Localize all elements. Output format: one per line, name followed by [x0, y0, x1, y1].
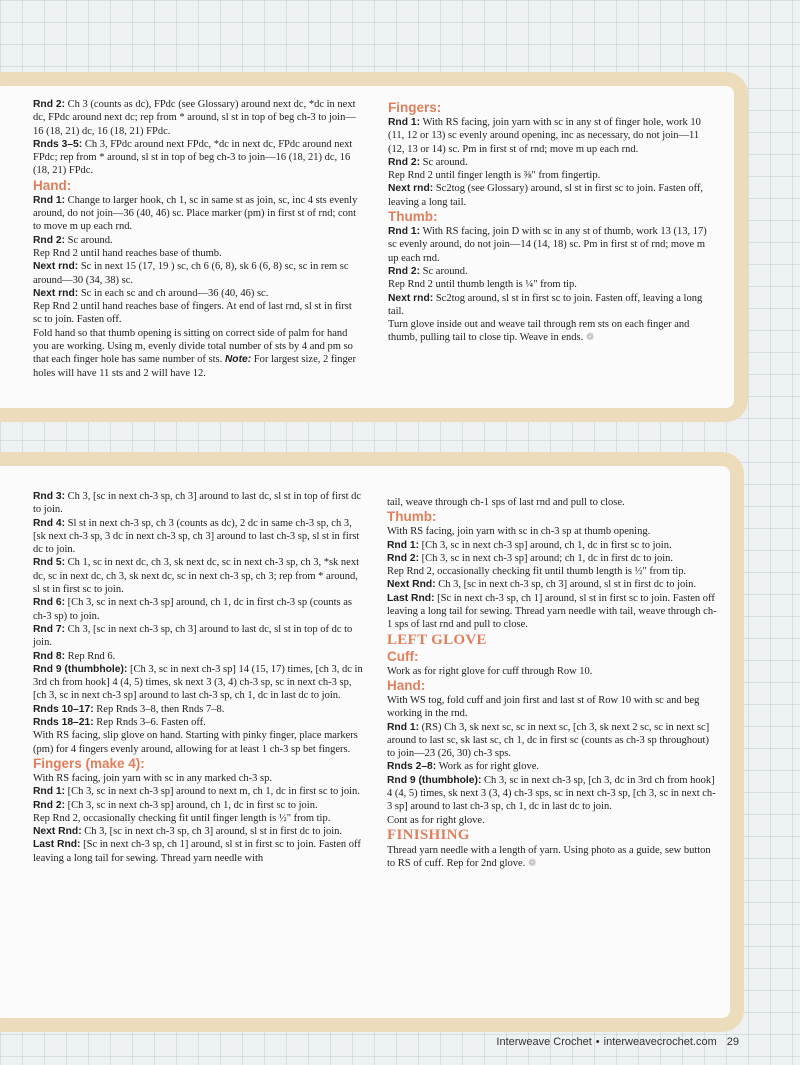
instruction-text: Ch 3, [sc in next ch-3 sp, ch 3] around to last dc, sl st in top of dc to join.	[33, 623, 353, 649]
instruction-line	[33, 247, 363, 260]
instruction-text: With RS facing, join yarn with sc in any st of finger hole, work 10 (11, 12 or 13) sc evenly around opening, inc as necessary, do not join—11 (12, 13 or 14) sc. Pm in first st of rnd; move m up each rnd.	[388, 117, 701, 155]
section-heading: Hand:	[33, 177, 72, 193]
instruction-line	[33, 300, 363, 327]
instruction-text: Sc around.	[420, 265, 468, 277]
section-heading: Fingers (make 4):	[33, 755, 145, 771]
round-label: Rnds 2–8:	[387, 761, 437, 773]
round-label: Rnds 18–21:	[33, 717, 94, 729]
instruction-line	[33, 287, 363, 300]
instruction-text: Rep Rnd 6.	[65, 650, 116, 662]
round-label: Rnd 9 (thumbhole):	[387, 774, 482, 786]
round-label: Rnds 10–17:	[33, 703, 94, 715]
section-heading: Thumb:	[387, 509, 437, 525]
instruction-text: With RS facing, join yarn with sc in ch-3 sp at thumb opening.	[387, 526, 651, 538]
note-label: Note:	[224, 354, 252, 366]
instruction-line	[33, 772, 363, 785]
instruction-line	[387, 496, 719, 509]
instruction-line	[33, 138, 363, 178]
instruction-line	[33, 716, 363, 729]
instruction-text: Sc2tog (see Glossary) around, sl st in first sc to join. Fasten off, leaving a long tail.	[388, 183, 704, 208]
instruction-text: Cont as for right glove.	[387, 814, 485, 826]
instruction-line	[387, 578, 719, 591]
instruction-line	[33, 799, 363, 812]
instruction-line	[388, 156, 718, 169]
instruction-line	[33, 650, 363, 663]
page-footer	[496, 1036, 739, 1048]
instruction-line	[33, 623, 363, 650]
round-label: Last Rnd:	[33, 839, 81, 851]
instruction-text: Ch 3, [sc in next ch-3 sp, ch 3] around, sl st in first dc to join.	[435, 579, 697, 591]
round-label: Rnd 1:	[388, 226, 421, 238]
instruction-line	[388, 278, 718, 291]
instruction-line	[387, 565, 719, 578]
instruction-line	[33, 812, 363, 825]
round-label: Next rnd:	[388, 183, 434, 195]
instruction-line	[387, 721, 719, 761]
round-label: Next rnd:	[33, 261, 79, 273]
instruction-text: Ch 1, sc in next dc, ch 3, sk next dc, sc in next ch-3 sp, ch 3, *sk next dc, sc in next dc, ch 3, sk next dc, sc in next ch-3 sp, ch 3; rep from * around, sl st in first sc to join.	[33, 557, 359, 596]
magazine-name: Interweave Crochet	[496, 1036, 592, 1048]
round-label: Rnd 6:	[33, 597, 66, 609]
instruction-text: Rep Rnd 2 until thumb length is ¼" from tip.	[388, 279, 577, 291]
instruction-text: [Ch 3, sc in next ch-3 sp] around, ch 1, dc in first sc to join.	[419, 539, 672, 551]
round-label: Rnd 2:	[387, 552, 420, 564]
instruction-text: Ch 3, FPdc around next FPdc, *dc in next dc, FPdc around next FPdc; rep from * around, sl st in top of beg ch-3 to join—16 (18, 21) dc, 16 (18, 21) FPdc.	[33, 138, 353, 177]
instruction-line	[33, 327, 363, 380]
instruction-text: Sc in next 15 (17, 19 ) sc, ch 6 (6, 8), sk 6 (6, 8) sc, sc in rem sc around—30 (34, 38) sc.	[33, 261, 349, 286]
instruction-line	[33, 729, 363, 756]
instruction-line	[387, 694, 719, 721]
instruction-line	[33, 785, 363, 798]
round-label: Last Rnd:	[387, 592, 435, 604]
section-heading: Thumb:	[388, 209, 438, 225]
instruction-line	[33, 490, 363, 517]
instruction-text: Sl st in next ch-3 sp, ch 3 (counts as dc), 2 dc in same ch-3 sp, ch 3, [sk next ch-3 sp, 3 dc in next ch-3 sp, ch 3] around to last ch-3 sp, sl st in first dc to join.	[33, 517, 360, 556]
round-label: Rnd 1:	[33, 786, 66, 798]
instruction-text: Rep Rnd 2 until hand reaches base of thumb.	[33, 247, 222, 259]
instruction-line	[388, 265, 718, 278]
round-label: Rnd 2:	[388, 265, 421, 277]
round-label: Rnd 1:	[387, 721, 420, 733]
instruction-text: Ch 3, [sc in next ch-3 sp, ch 3] around to last dc, sl st in top of first dc to join.	[33, 491, 362, 516]
instruction-text: Work as for right glove.	[436, 761, 539, 773]
instruction-line	[33, 838, 363, 865]
round-label: Next rnd:	[33, 287, 79, 299]
instruction-text: For largest size, 2 finger holes will have 11 sts and 2 will have 12.	[33, 354, 356, 379]
instruction-line	[387, 760, 719, 773]
instruction-line	[33, 517, 363, 557]
round-label: Next rnd:	[388, 292, 434, 304]
round-label: Rnd 1:	[33, 194, 66, 206]
instruction-text: Thread yarn needle with a length of yarn. Using photo as a guide, sew button to RS of cuff. Rep for 2nd glove.	[387, 844, 711, 870]
instruction-line	[387, 814, 719, 827]
instruction-text: Change to larger hook, ch 1, sc in same st as join, sc, inc 4 sts evenly around, do not join—36 (40, 46) sc. Place marker (pm) in first st of rnd; cont to move m up each rnd.	[33, 194, 358, 233]
instruction-line	[33, 825, 363, 838]
instruction-line	[388, 182, 718, 209]
instruction-text: Rep Rnds 3–6. Fasten off.	[93, 717, 206, 729]
instruction-text: Sc around.	[420, 156, 468, 168]
instruction-line	[33, 556, 363, 596]
instruction-line	[388, 169, 718, 182]
end-flower-icon: ❁	[527, 858, 537, 870]
round-label: Rnd 1:	[388, 117, 421, 128]
instruction-text: Sc in each sc and ch around—36 (40, 46) sc.	[78, 287, 269, 299]
instruction-text: Turn glove inside out and weave tail through rem sts on each finger and thumb, pulling tail to close tip. Weave in ends.	[388, 319, 690, 344]
instruction-text: Ch 3, sc in next ch-3 sp, [ch 3, dc in 3rd ch from hook] 4 (4, 5) times, sk next 3 (3, 4) ch-3 sps, sc in next ch-3 sp, [ch 3, sc in next ch-3 sp] around to last ch-3 sp, ch 1, dc in last dc to join.	[387, 774, 716, 813]
website-url: interweavecrochet.com	[603, 1036, 717, 1048]
instruction-line	[33, 703, 363, 716]
round-label: Rnd 2:	[33, 799, 66, 811]
instruction-text: Ch 3 (counts as dc), FPdc (see Glossary) around next dc, *dc in next dc, FPdc around next dc; rep from * around, sl st in top of beg ch-3 to join—16 (18, 21) dc, 16 (18, 21) FPdc.	[33, 99, 356, 137]
bottom-right-column	[387, 496, 719, 871]
instruction-text: [Ch 3, sc in next ch-3 sp] around, ch 1, dc in first ch-3 sp (counts as ch-3 sp) to join.	[33, 597, 352, 622]
top-right-column	[388, 100, 718, 345]
instruction-line	[387, 525, 719, 538]
instruction-text: With RS facing, slip glove on hand. Starting with pinky finger, place markers (pm) for 4 fingers evenly around, allowing for at least 1 ch-3 sp bet fingers.	[33, 730, 358, 755]
instruction-line	[388, 116, 718, 156]
instruction-text: Rep Rnd 2, occasionally checking fit until thumb length is ½" from tip.	[387, 566, 687, 578]
round-label: Next Rnd:	[33, 826, 82, 838]
instruction-line	[387, 552, 719, 565]
instruction-line	[387, 844, 719, 871]
round-label: Rnds 3–5:	[33, 138, 83, 150]
instruction-text: Sc around.	[65, 234, 113, 246]
round-label: Rnd 5:	[33, 557, 66, 569]
instruction-text: [Ch 3, sc in next ch-3 sp] around, ch 1, dc in first sc to join.	[65, 799, 318, 811]
section-heading: FINISHING	[387, 826, 470, 843]
instruction-text: Rep Rnds 3–8, then Rnds 7–8.	[93, 703, 225, 715]
instruction-text: [Ch 3, sc in next ch-3 sp] around to next m, ch 1, dc in first sc to join.	[65, 786, 360, 798]
footer-bullet: •	[595, 1036, 600, 1048]
round-label: Rnd 2:	[33, 234, 66, 246]
instruction-text: Sc2tog around, sl st in first sc to join. Fasten off, leaving a long tail.	[388, 292, 703, 317]
instruction-text: Rep Rnd 2 until finger length is ⅜" from fingertip.	[388, 170, 601, 182]
instruction-line	[388, 292, 718, 319]
instruction-text: Rep Rnd 2 until hand reaches base of fingers. At end of last rnd, sl st in first sc to join. Fasten off.	[33, 301, 352, 326]
instruction-text: Work as for right glove for cuff through Row 10.	[387, 665, 593, 677]
round-label: Rnd 7:	[33, 623, 66, 635]
page-number: 29	[726, 1036, 739, 1048]
instruction-text: Fold hand so that thumb opening is sitting on correct side of palm for hand you are working. Using m, evenly divide total number of sts by 4 and pm so that each finger hole has same number of sts.	[33, 327, 353, 366]
instruction-text: [Sc in next ch-3 sp, ch 1] around, sl st in first sc to join. Fasten off leaving a long tail for sewing. Thread yarn needle with tail, weave through ch-1 sps of last rnd and pull to close.	[387, 592, 717, 631]
instruction-line	[33, 98, 363, 138]
instruction-line	[387, 592, 719, 632]
top-left-column	[33, 98, 363, 380]
instruction-text: With RS facing, join D with sc in any st of thumb, work 13 (13, 17) sc evenly around, do not join—14 (14, 18) sc. Pm in first st of rnd; move m up each rnd.	[388, 226, 707, 264]
round-label: Next Rnd:	[387, 579, 436, 591]
instruction-text: [Ch 3, sc in next ch-3 sp] around; ch 1, dc in first dc to join.	[419, 552, 674, 564]
instruction-text: With WS tog, fold cuff and join first and last st of Row 10 with sc and beg working in the rnd.	[387, 694, 700, 720]
instruction-line	[33, 663, 363, 703]
round-label: Rnd 2:	[388, 156, 421, 168]
bottom-left-column	[33, 490, 363, 865]
instruction-line	[388, 225, 718, 265]
section-heading: LEFT GLOVE	[387, 631, 487, 648]
instruction-text: [Ch 3, sc in next ch-3 sp] 14 (15, 17) times, [ch 3, dc in 3rd ch from hook] 4 (4, 5) times, sk next 3 (3, 4) ch-3 sp, sc in next ch-3 sp, [ch 3, sc in next ch-3 sp] around to last ch-3 sp, ch 1, dc in last dc to join.	[33, 663, 363, 702]
instruction-line	[387, 665, 719, 678]
section-heading: Hand:	[387, 677, 426, 693]
section-heading: Fingers:	[388, 100, 442, 115]
instruction-text: Rep Rnd 2, occasionally checking fit until finger length is ½" from tip.	[33, 812, 331, 824]
round-label: Rnd 3:	[33, 491, 66, 502]
instruction-text: Ch 3, [sc in next ch-3 sp, ch 3] around, sl st in first dc to join.	[81, 826, 343, 838]
instruction-text: tail, weave through ch-1 sps of last rnd and pull to close.	[387, 497, 625, 508]
instruction-line	[33, 194, 363, 234]
end-flower-icon: ❁	[585, 332, 595, 344]
round-label: Rnd 9 (thumbhole):	[33, 663, 128, 675]
instruction-text: [Sc in next ch-3 sp, ch 1] around, sl st in first sc to join. Fasten off leaving a long tail for sewing. Thread yarn needle with	[33, 839, 361, 864]
instruction-line	[33, 260, 363, 287]
instruction-text: With RS facing, join yarn with sc in any marked ch-3 sp.	[33, 772, 272, 784]
section-heading: Cuff:	[387, 648, 419, 664]
instruction-line	[33, 596, 363, 623]
instruction-line	[33, 234, 363, 247]
instruction-text: (RS) Ch 3, sk next sc, sc in next sc, [ch 3, sk next 2 sc, sc in next sc] around to last sc, sk last sc, ch 1, dc in first sc (counts as ch-3 sp throughout) to join—23 (26, 30) ch-3 sps.	[387, 721, 710, 760]
round-label: Rnd 2:	[33, 99, 66, 110]
round-label: Rnd 1:	[387, 539, 420, 551]
round-label: Rnd 4:	[33, 517, 66, 529]
instruction-line	[387, 539, 719, 552]
instruction-line	[387, 774, 719, 814]
round-label: Rnd 8:	[33, 650, 66, 662]
instruction-line	[388, 318, 718, 345]
